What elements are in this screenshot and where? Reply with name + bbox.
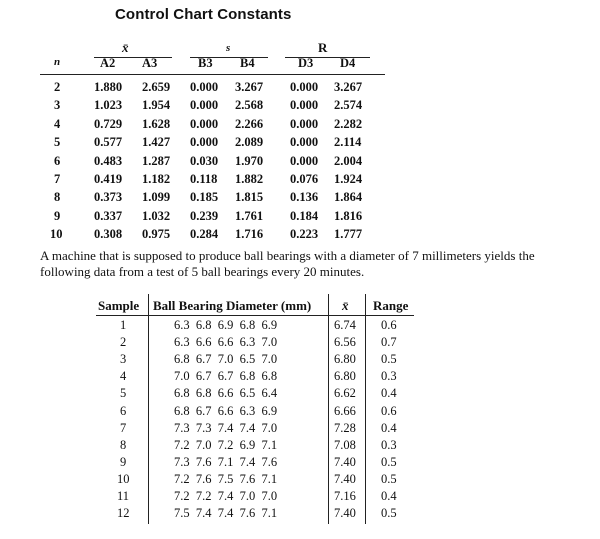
cell-xbar: 7.08: [334, 437, 356, 452]
col-header-xbar: x̄: [342, 298, 349, 313]
cell-xbar: 7.40: [334, 454, 356, 469]
cell-sample: 3: [120, 352, 127, 367]
cell-range: 0.6: [381, 403, 397, 418]
group-header-s: s: [226, 42, 231, 54]
cell-range: 0.5: [381, 506, 397, 521]
cell-d4: 2.574: [334, 98, 363, 113]
cell-diameters: 6.3 6.6 6.6 6.3 7.0: [174, 335, 278, 350]
cell-xbar: 7.28: [334, 420, 356, 435]
cell-d4: 3.267: [334, 80, 363, 94]
cell-a3: 0.975: [142, 227, 171, 242]
cell-d4: 2.114: [334, 135, 362, 150]
cell-b3: 0.000: [190, 116, 219, 131]
cell-range: 0.3: [381, 369, 397, 384]
cell-d4: 2.004: [334, 153, 363, 168]
cell-diameters: 7.2 7.0 7.2 6.9 7.1: [174, 437, 278, 452]
cell-d4: 1.864: [334, 190, 363, 205]
cell-xbar: 7.40: [334, 471, 356, 486]
cell-a2: 0.308: [94, 227, 123, 242]
constants-row: [40, 207, 385, 225]
cell-diameters: 7.2 7.2 7.4 7.0 7.0: [174, 489, 278, 503]
cell-range: 0.4: [381, 489, 397, 503]
cell-d4: 2.282: [334, 116, 363, 131]
cell-diameters: 6.8 6.7 6.6 6.3 6.9: [174, 403, 278, 418]
cell-a3: 1.032: [142, 208, 171, 223]
cell-xbar: 6.56: [334, 335, 356, 350]
cell-b3: 0.030: [190, 153, 219, 168]
constants-row: [40, 96, 385, 114]
cell-range: 0.5: [381, 352, 397, 367]
cell-d3: 0.136: [290, 190, 319, 205]
col-header-diameter: Ball Bearing Diameter (mm): [153, 298, 312, 313]
cell-d3: 0.000: [290, 98, 319, 113]
cell-n: 4: [54, 116, 61, 131]
cell-a2: 0.729: [94, 116, 123, 131]
cell-sample: 10: [117, 471, 130, 486]
col-header-b4: B4: [240, 56, 255, 70]
cell-d3: 0.000: [290, 80, 319, 94]
col-header-b3: B3: [198, 56, 213, 70]
cell-b3: 0.000: [190, 135, 219, 150]
cell-xbar: 6.80: [334, 352, 356, 367]
cell-sample: 5: [120, 386, 127, 401]
cell-n: 6: [54, 153, 61, 168]
cell-a3: 1.287: [142, 153, 171, 168]
cell-sample: 11: [117, 489, 130, 503]
cell-diameters: 7.2 7.6 7.5 7.6 7.1: [174, 471, 278, 486]
cell-range: 0.5: [381, 471, 397, 486]
constants-row: [40, 170, 385, 188]
cell-a3: 1.628: [142, 116, 171, 131]
cell-d3: 0.000: [290, 153, 319, 168]
cell-b3: 0.239: [190, 208, 219, 223]
cell-sample: 7: [120, 420, 127, 435]
cell-a2: 0.577: [94, 135, 123, 150]
cell-d4: 1.777: [334, 227, 363, 242]
col-header-d4: D4: [340, 56, 356, 70]
page-title: Control Chart Constants: [115, 6, 292, 23]
cell-b4: 2.266: [235, 116, 264, 131]
cell-diameters: 7.5 7.4 7.4 7.6 7.1: [174, 506, 278, 521]
problem-paragraph: A machine that is supposed to produce ball bearings with a diameter of 7 millimeters yields the following data from a test of 5 ball bearings every 20 minutes.: [40, 248, 535, 279]
cell-a3: 2.659: [142, 80, 171, 94]
cell-n: 9: [54, 208, 61, 223]
cell-a3: 1.099: [142, 190, 171, 205]
cell-diameters: 6.8 6.7 7.0 6.5 7.0: [174, 352, 278, 367]
cell-d4: 1.924: [334, 171, 363, 186]
constants-row: [40, 225, 385, 243]
xbar-divider: [365, 294, 366, 524]
cell-a2: 0.373: [94, 190, 123, 205]
cell-b4: 1.815: [235, 190, 264, 205]
cell-xbar: 6.62: [334, 386, 356, 401]
group-header-xbar: x̄: [122, 40, 129, 55]
cell-b3: 0.000: [190, 98, 219, 113]
cell-xbar: 7.40: [334, 506, 356, 521]
cell-n: 8: [54, 190, 61, 205]
cell-d3: 0.000: [290, 116, 319, 131]
cell-xbar: 6.80: [334, 369, 356, 384]
cell-sample: 9: [120, 454, 127, 469]
cell-b3: 0.118: [190, 171, 218, 186]
sample-divider: [148, 294, 149, 524]
col-header-a3: A3: [142, 56, 158, 70]
constants-row: [40, 133, 385, 151]
sample-header-rule: [96, 315, 414, 316]
col-header-n: n: [54, 56, 61, 68]
cell-sample: 1: [120, 318, 127, 332]
cell-n: 3: [54, 98, 61, 113]
cell-b4: 1.761: [235, 208, 264, 223]
constants-row: [40, 115, 385, 133]
cell-d3: 0.184: [290, 208, 319, 223]
cell-sample: 4: [120, 369, 127, 384]
cell-n: 10: [50, 227, 63, 242]
cell-n: 2: [54, 80, 61, 94]
col-header-range: Range: [373, 298, 409, 313]
cell-d3: 0.223: [290, 227, 319, 242]
cell-a3: 1.954: [142, 98, 171, 113]
cell-n: 5: [54, 135, 61, 150]
cell-b3: 0.185: [190, 190, 219, 205]
cell-b3: 0.000: [190, 80, 219, 94]
cell-diameters: 6.8 6.8 6.6 6.5 6.4: [174, 386, 278, 401]
cell-sample: 8: [120, 437, 127, 452]
cell-range: 0.4: [381, 386, 397, 401]
cell-range: 0.5: [381, 454, 397, 469]
cell-a3: 1.427: [142, 135, 171, 150]
col-header-sample: Sample: [98, 298, 140, 313]
cell-diameters: 6.3 6.8 6.9 6.8 6.9: [174, 318, 278, 332]
col-header-a2: A2: [100, 56, 116, 70]
group-header-r: R: [318, 40, 328, 55]
cell-a2: 0.337: [94, 208, 123, 223]
col-header-d3: D3: [298, 56, 314, 70]
cell-b4: 1.970: [235, 153, 264, 168]
cell-sample: 6: [120, 403, 127, 418]
cell-range: 0.6: [381, 318, 397, 332]
cell-range: 0.4: [381, 420, 397, 435]
constants-row: [40, 188, 385, 206]
cell-diameters: 7.3 7.6 7.1 7.4 7.6: [174, 454, 278, 469]
cell-b4: 1.882: [235, 171, 264, 186]
cell-diameters: 7.0 6.7 6.7 6.8 6.8: [174, 369, 278, 384]
cell-xbar: 6.66: [334, 403, 356, 418]
constants-row: [40, 152, 385, 170]
cell-b3: 0.284: [190, 227, 219, 242]
cell-sample: 12: [117, 506, 130, 521]
cell-d3: 0.000: [290, 135, 319, 150]
cell-diameters: 7.3 7.3 7.4 7.4 7.0: [174, 420, 278, 435]
cell-b4: 1.716: [235, 227, 264, 242]
cell-a3: 1.182: [142, 171, 171, 186]
cell-a2: 1.880: [94, 80, 123, 94]
cell-n: 7: [54, 171, 61, 186]
cell-d4: 1.816: [334, 208, 363, 223]
cell-b4: 3.267: [235, 80, 264, 94]
header-rule: [40, 74, 385, 75]
constants-row: [40, 78, 385, 96]
cell-a2: 0.419: [94, 171, 123, 186]
cell-xbar: 7.16: [334, 489, 356, 503]
cell-range: 0.7: [381, 335, 397, 350]
cell-sample: 2: [120, 335, 127, 350]
cell-a2: 1.023: [94, 98, 123, 113]
cell-a2: 0.483: [94, 153, 123, 168]
constants-rows: [40, 78, 385, 244]
cell-d3: 0.076: [290, 171, 319, 186]
cell-range: 0.3: [381, 437, 397, 452]
cell-b4: 2.568: [235, 98, 264, 113]
cell-xbar: 6.74: [334, 318, 356, 332]
diameter-divider: [328, 294, 329, 524]
cell-b4: 2.089: [235, 135, 264, 150]
